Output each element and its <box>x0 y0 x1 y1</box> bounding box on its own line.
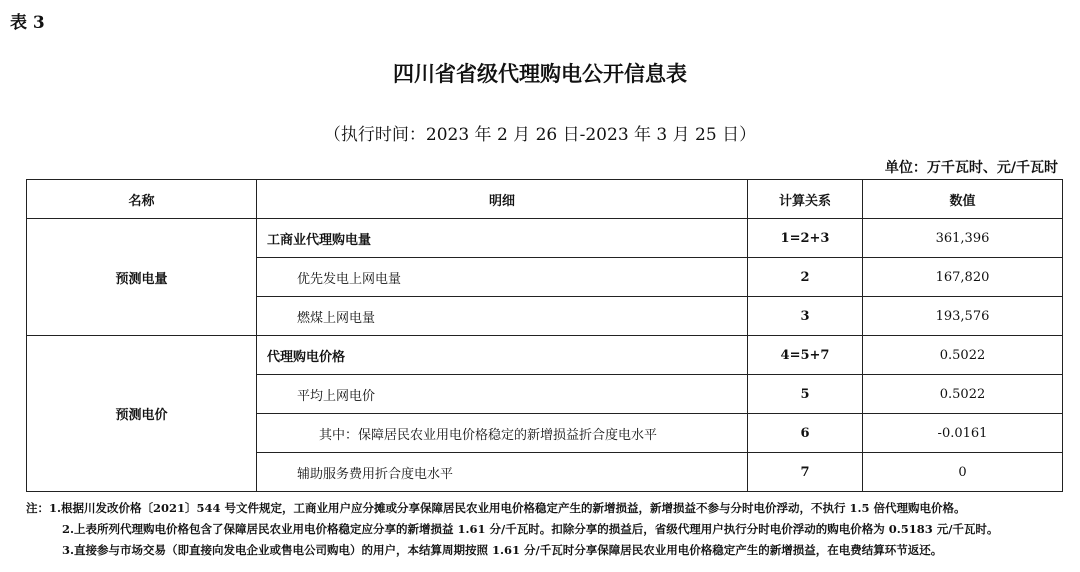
note-3: 3.直接参与市场交易（即直接向发电企业或售电公司购电）的用户，本结算周期按照 1.61 分/千瓦时分享保障居民农业用电价格稳定产生的新增损益，在电费结算环节返还。 <box>62 543 943 557</box>
row-value: 0 <box>863 453 1063 492</box>
row-value: 0.5022 <box>863 336 1063 375</box>
row-calc: 6 <box>748 414 863 453</box>
row-calc: 2 <box>748 258 863 297</box>
row-detail: 代理购电价格 <box>257 336 748 375</box>
header-name: 名称 <box>27 180 257 219</box>
execution-period: （执行时间：2023 年 2 月 26 日-2023 年 3 月 25 日） <box>323 125 757 145</box>
row-calc: 5 <box>748 375 863 414</box>
info-table <box>26 179 1063 492</box>
row-detail: 其中：保障居民农业用电价格稳定的新增损益折合度电水平 <box>257 414 748 453</box>
row-value: 167,820 <box>863 258 1063 297</box>
table-label: 表 3 <box>10 13 45 33</box>
row-calc: 4=5+7 <box>748 336 863 375</box>
row-detail: 燃煤上网电量 <box>257 297 748 336</box>
page-title: 四川省省级代理购电公开信息表 <box>393 61 687 86</box>
notes <box>26 498 1076 561</box>
unit-label: 单位：万千瓦时、元/千瓦时 <box>884 160 1058 176</box>
table-row <box>27 219 1063 258</box>
row-detail: 工商业代理购电量 <box>257 219 748 258</box>
row-value: 361,396 <box>863 219 1063 258</box>
row-calc: 7 <box>748 453 863 492</box>
row-detail: 优先发电上网电量 <box>257 258 748 297</box>
header-calc: 计算关系 <box>748 180 863 219</box>
header-row <box>27 180 1063 219</box>
row-calc: 3 <box>748 297 863 336</box>
row-detail: 辅助服务费用折合度电水平 <box>257 453 748 492</box>
table-row <box>27 336 1063 375</box>
note-1: 注：1.根据川发改价格〔2021〕544 号文件规定，工商业用户应分摊或分享保障居民农业用电价格稳定产生的新增损益，新增损益不参与分时电价浮动，不执行 1.5 倍代理购电价格。 <box>26 501 966 515</box>
note-2: 2.上表所列代理购电价格包含了保障居民农业用电价格稳定应分享的新增损益 1.61 分/千瓦时。扣除分享的损益后，省级代理用户执行分时电价浮动的购电价格为 0.5183 元/千瓦时。 <box>62 522 999 536</box>
row-value: 0.5022 <box>863 375 1063 414</box>
group-name-forecast-price: 预测电价 <box>27 336 257 492</box>
row-calc: 1=2+3 <box>748 219 863 258</box>
header-value: 数值 <box>863 180 1063 219</box>
group-name-forecast-quantity: 预测电量 <box>27 219 257 336</box>
row-detail: 平均上网电价 <box>257 375 748 414</box>
row-value: 193,576 <box>863 297 1063 336</box>
header-detail: 明细 <box>257 180 748 219</box>
row-value: -0.0161 <box>863 414 1063 453</box>
